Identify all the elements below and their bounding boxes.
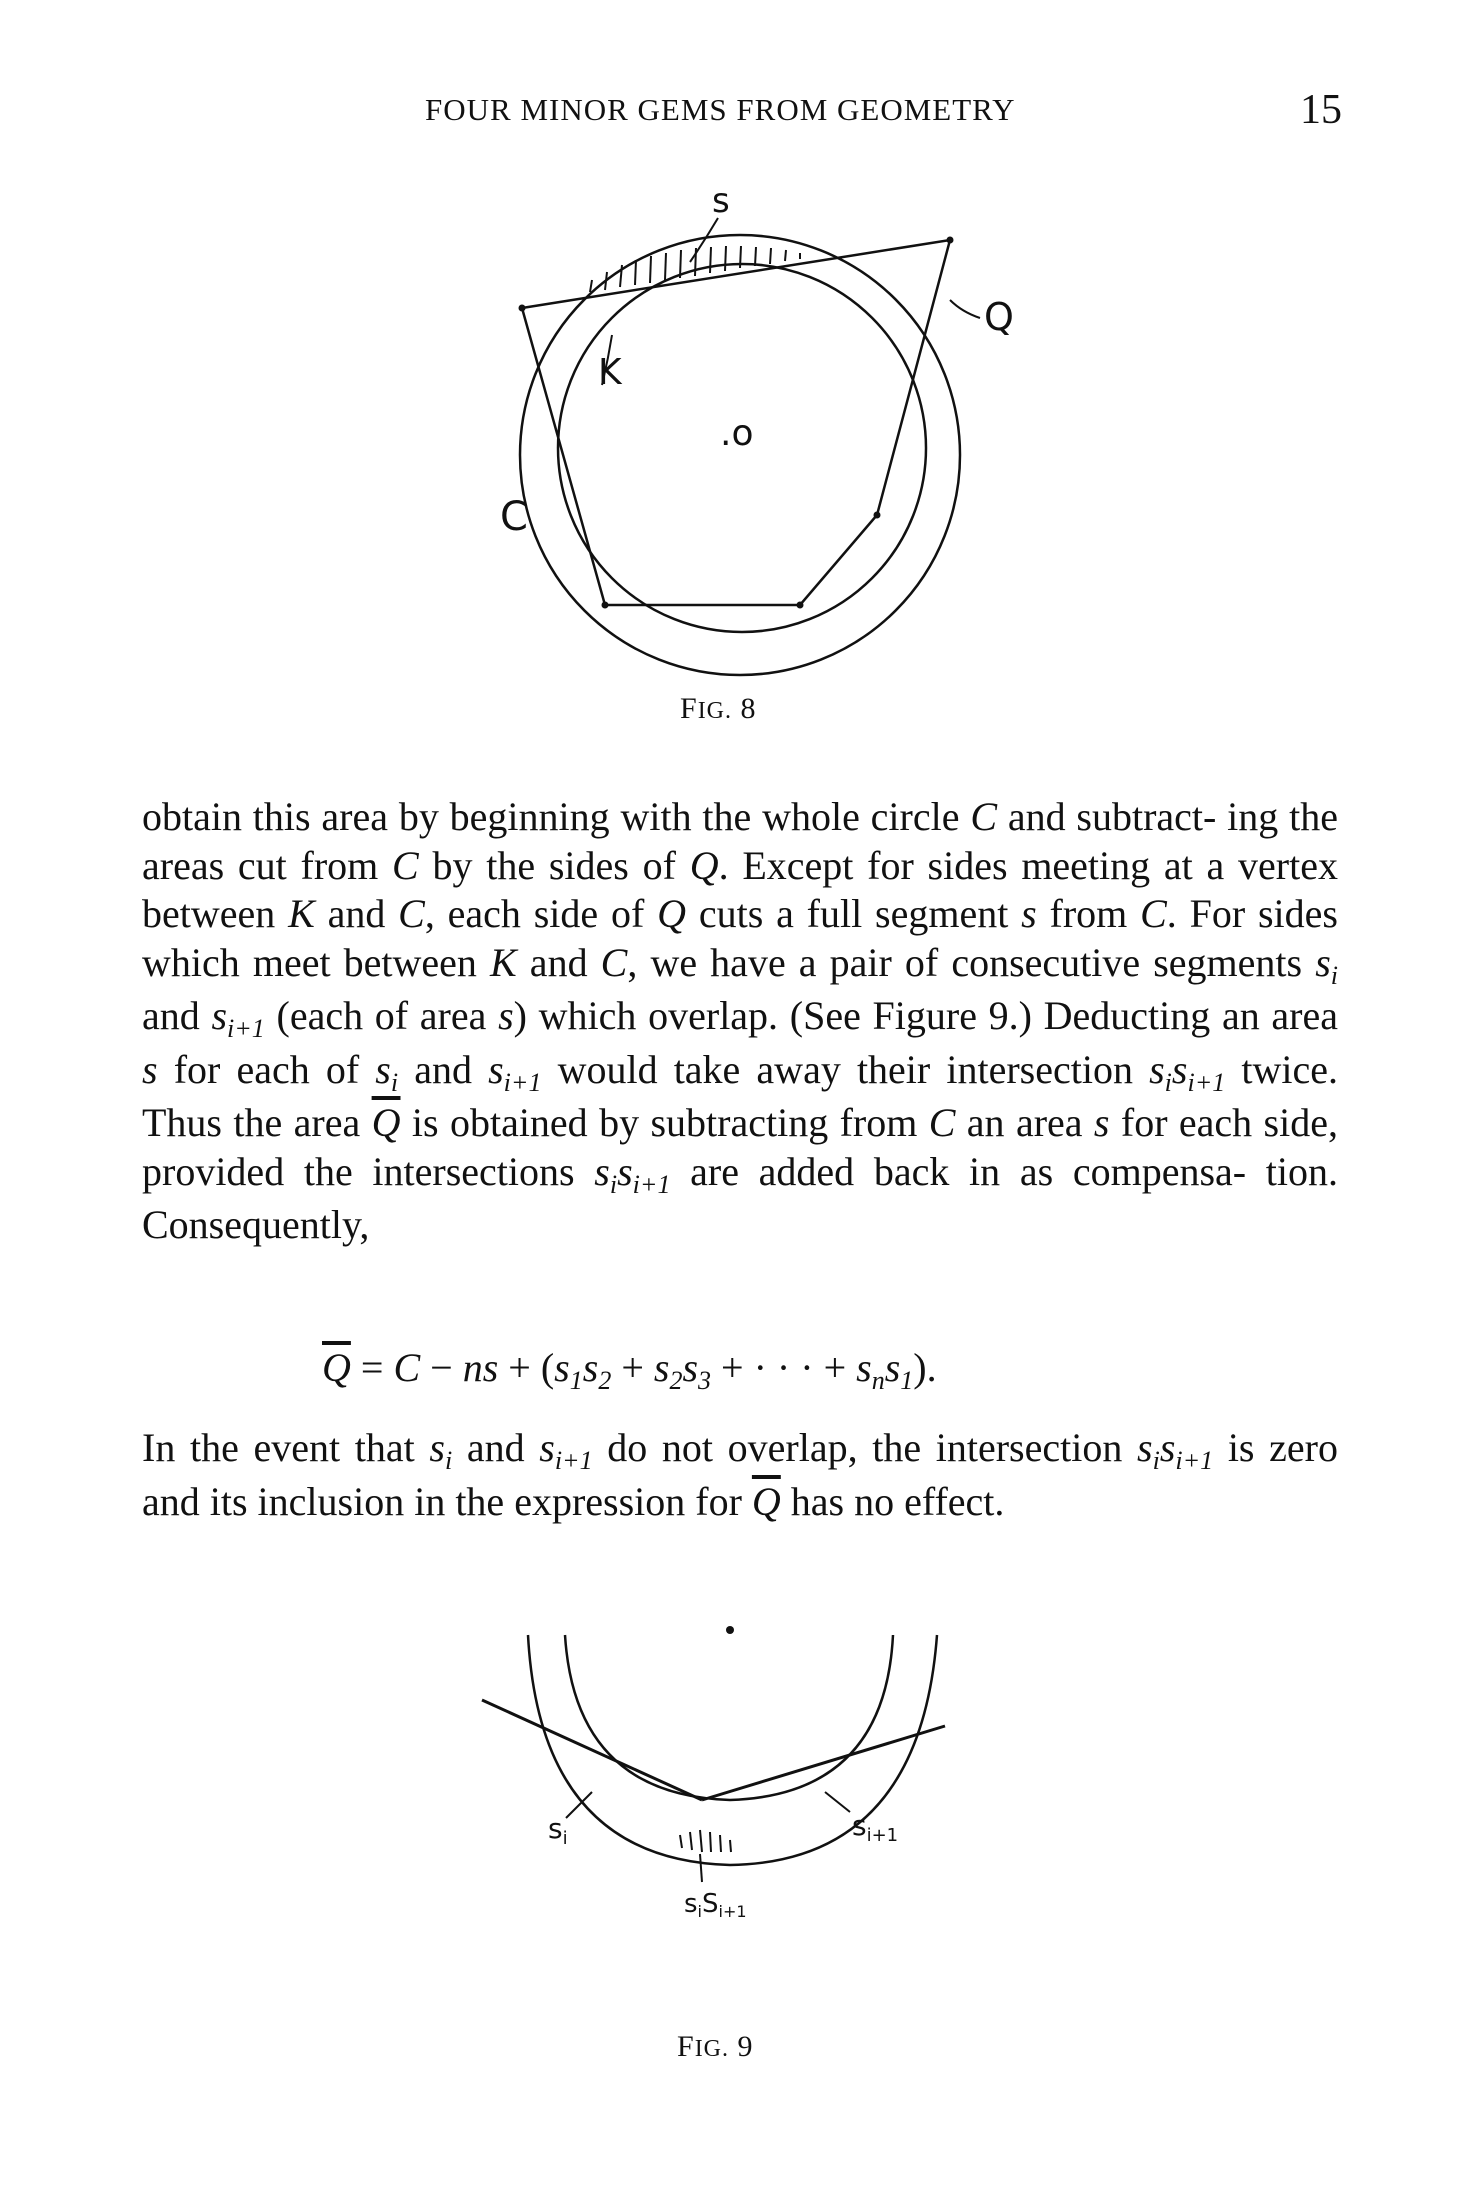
side-line-left	[482, 1700, 702, 1800]
label-si-si-plus-1: siSi+1	[684, 1889, 747, 1921]
equation-q-bar: $\overline{Q} = C$ − ns + ($s_1s_2 + s_2s_3$ + · · · + $s_ns_1$).	[322, 1345, 937, 1395]
label-s: s	[712, 181, 730, 221]
figure-9	[0, 1600, 1480, 2200]
label-k: K	[598, 352, 622, 393]
figure-8-caption: FIG. 8	[680, 692, 757, 725]
figure-8	[0, 0, 1480, 700]
arc-k	[565, 1635, 893, 1800]
running-title: FOUR MINOR GEMS FROM GEOMETRY	[425, 92, 1016, 127]
label-s-i: $s_i$	[548, 1812, 568, 1849]
figure-9-caption: FIG. 9	[677, 2030, 754, 2063]
label-o: .o	[720, 413, 754, 454]
paragraph-2: In the event that $s_i$ and $s_{i+1}$ do not overlap, the intersection $s_is_{i+1}$ is zero and its inclusion in the expression for $\overline{Q}$ has no effect.	[142, 1425, 1338, 1524]
label-c: C	[500, 494, 528, 540]
page-number: 15	[1300, 87, 1342, 133]
label-q: Q	[984, 295, 1014, 339]
side-line-right	[702, 1726, 945, 1800]
label-s-i-plus-1: $s_{i+1}$	[852, 1809, 899, 1846]
paragraph-1: obtain this area by beginning with the whole circle C and subtract- ing the areas cut from C by the sides of Q. Except for sides meeting at a vertex between K and C, each side of Q cuts a full segment s from C. For sides which meet between K and C, we have a pair of consecutive segments $s_i$ and $s_{i+1}$ (each of area s) which overlap. (See Figure 9.) Deducting an area s for each of $s_i$ and $s_{i+1}$ would take away their intersection $s_is_{i+1}$ twice. Thus the area $\overline{Q}$ is obtained by subtracting from C an area s for each side, provided the intersections $s_is_{i+1}$ are added back in as compensa- tion. Consequently,	[142, 794, 1338, 1247]
